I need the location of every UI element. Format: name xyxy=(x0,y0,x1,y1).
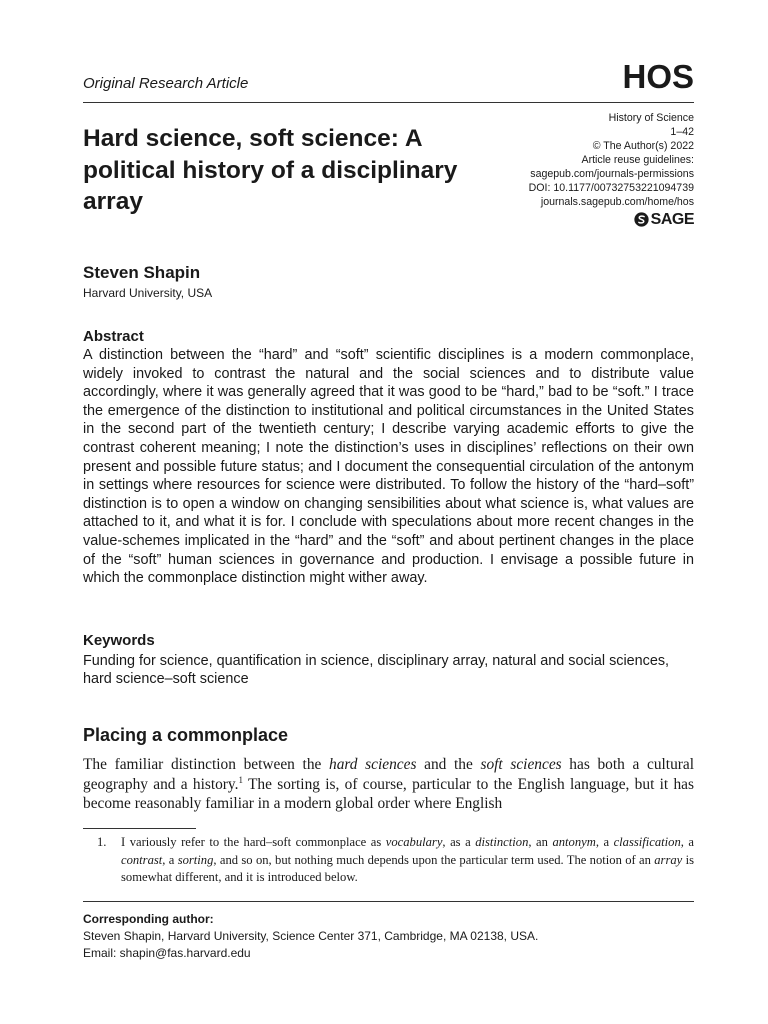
page-range: 1–42 xyxy=(670,126,694,138)
body-paragraph: The familiar distinction between the hard sciences and the soft sciences has both a cultural geography and a history.$^1$ The sorting is, of course, particular to the English language, but it has become reasonably familiar in a modern global order where English xyxy=(83,756,694,812)
keywords-text: Funding for science, quantification in science, disciplinary array, natural and social sciences, hard science–soft science xyxy=(83,653,670,688)
publisher-name: SAGE xyxy=(650,210,694,228)
keywords-heading: Keywords xyxy=(83,632,155,649)
section-heading: Placing a commonplace xyxy=(83,725,289,745)
footnote xyxy=(83,834,694,887)
sage-logo xyxy=(529,212,694,227)
abstract-text: A distinction between the “hard” and “soft” scientific disciplines is a modern commonplace, widely invoked to contrast the natural and the social sciences and to distribute value accordingly, where it was generally agreed that it was good to be “hard,” bad to be “soft.” I trace the emergence of the distinction to institutional and political circumstances in the United States in the second part of the twentieth century; I describe varying academic efforts to give the contrast coherent meaning; I note the distinction’s uses in disciplines’ reflections on their own present and possible future status; and I document the consequential circulation of the antonym in settings where resources for science were distributed. To follow the history of the “hard–soft” distinction is to open a window on changing sensibilities about what science is, what values are attached to it, and what it is for. I conclude with speculations about more recent changes in the value-schemes implicated in the “hard” and the “soft” and about pertinent changes in the place of the “soft” human sciences in governance and production. I envisage a possible future in which the commonplace distinction might wither away. xyxy=(83,347,694,587)
doi[interactable]: DOI: 10.1177/00732753221094739 xyxy=(528,182,694,194)
article-page xyxy=(83,0,694,960)
correspondence-label: Corresponding author: xyxy=(83,912,214,926)
publication-meta xyxy=(529,111,694,227)
journal-logo: HOS xyxy=(622,58,694,95)
author-name: Steven Shapin xyxy=(83,263,201,282)
footnote-divider xyxy=(83,828,196,829)
reuse-label: Article reuse guidelines: xyxy=(581,154,694,166)
page-header xyxy=(83,0,694,103)
footnote-ref[interactable]: 1 xyxy=(238,774,243,785)
correspondence-divider xyxy=(83,901,694,902)
journal-link[interactable]: journals.sagepub.com/home/hos xyxy=(540,196,694,208)
footnote-text: I variously refer to the hard–soft commonplace as vocabulary, as a distinction, an antonym, a classification, a contrast, a sorting, and so on, but nothing much depends upon the particular term used. The notion of an array is somewhat different, and it is introduced below. xyxy=(121,835,694,885)
title-block xyxy=(83,103,694,233)
reuse-link[interactable]: sagepub.com/journals-permissions xyxy=(530,168,694,180)
author-affiliation: Harvard University, USA xyxy=(83,286,213,300)
correspondence-email[interactable]: Email: shapin@fas.harvard.edu xyxy=(83,946,251,960)
correspondence-address: Steven Shapin, Harvard University, Science Center 371, Cambridge, MA 02138, USA. xyxy=(83,929,539,943)
article-type: Original Research Article xyxy=(83,75,249,92)
sage-s-icon xyxy=(634,212,649,227)
journal-name: History of Science xyxy=(608,112,694,124)
article-title: Hard science, soft science: A political history of a disciplinary array xyxy=(83,125,458,215)
footnote-number: 1. xyxy=(97,835,107,849)
abstract-heading: Abstract xyxy=(83,328,144,345)
copyright: © The Author(s) 2022 xyxy=(592,140,694,152)
correspondence-block xyxy=(83,911,538,962)
